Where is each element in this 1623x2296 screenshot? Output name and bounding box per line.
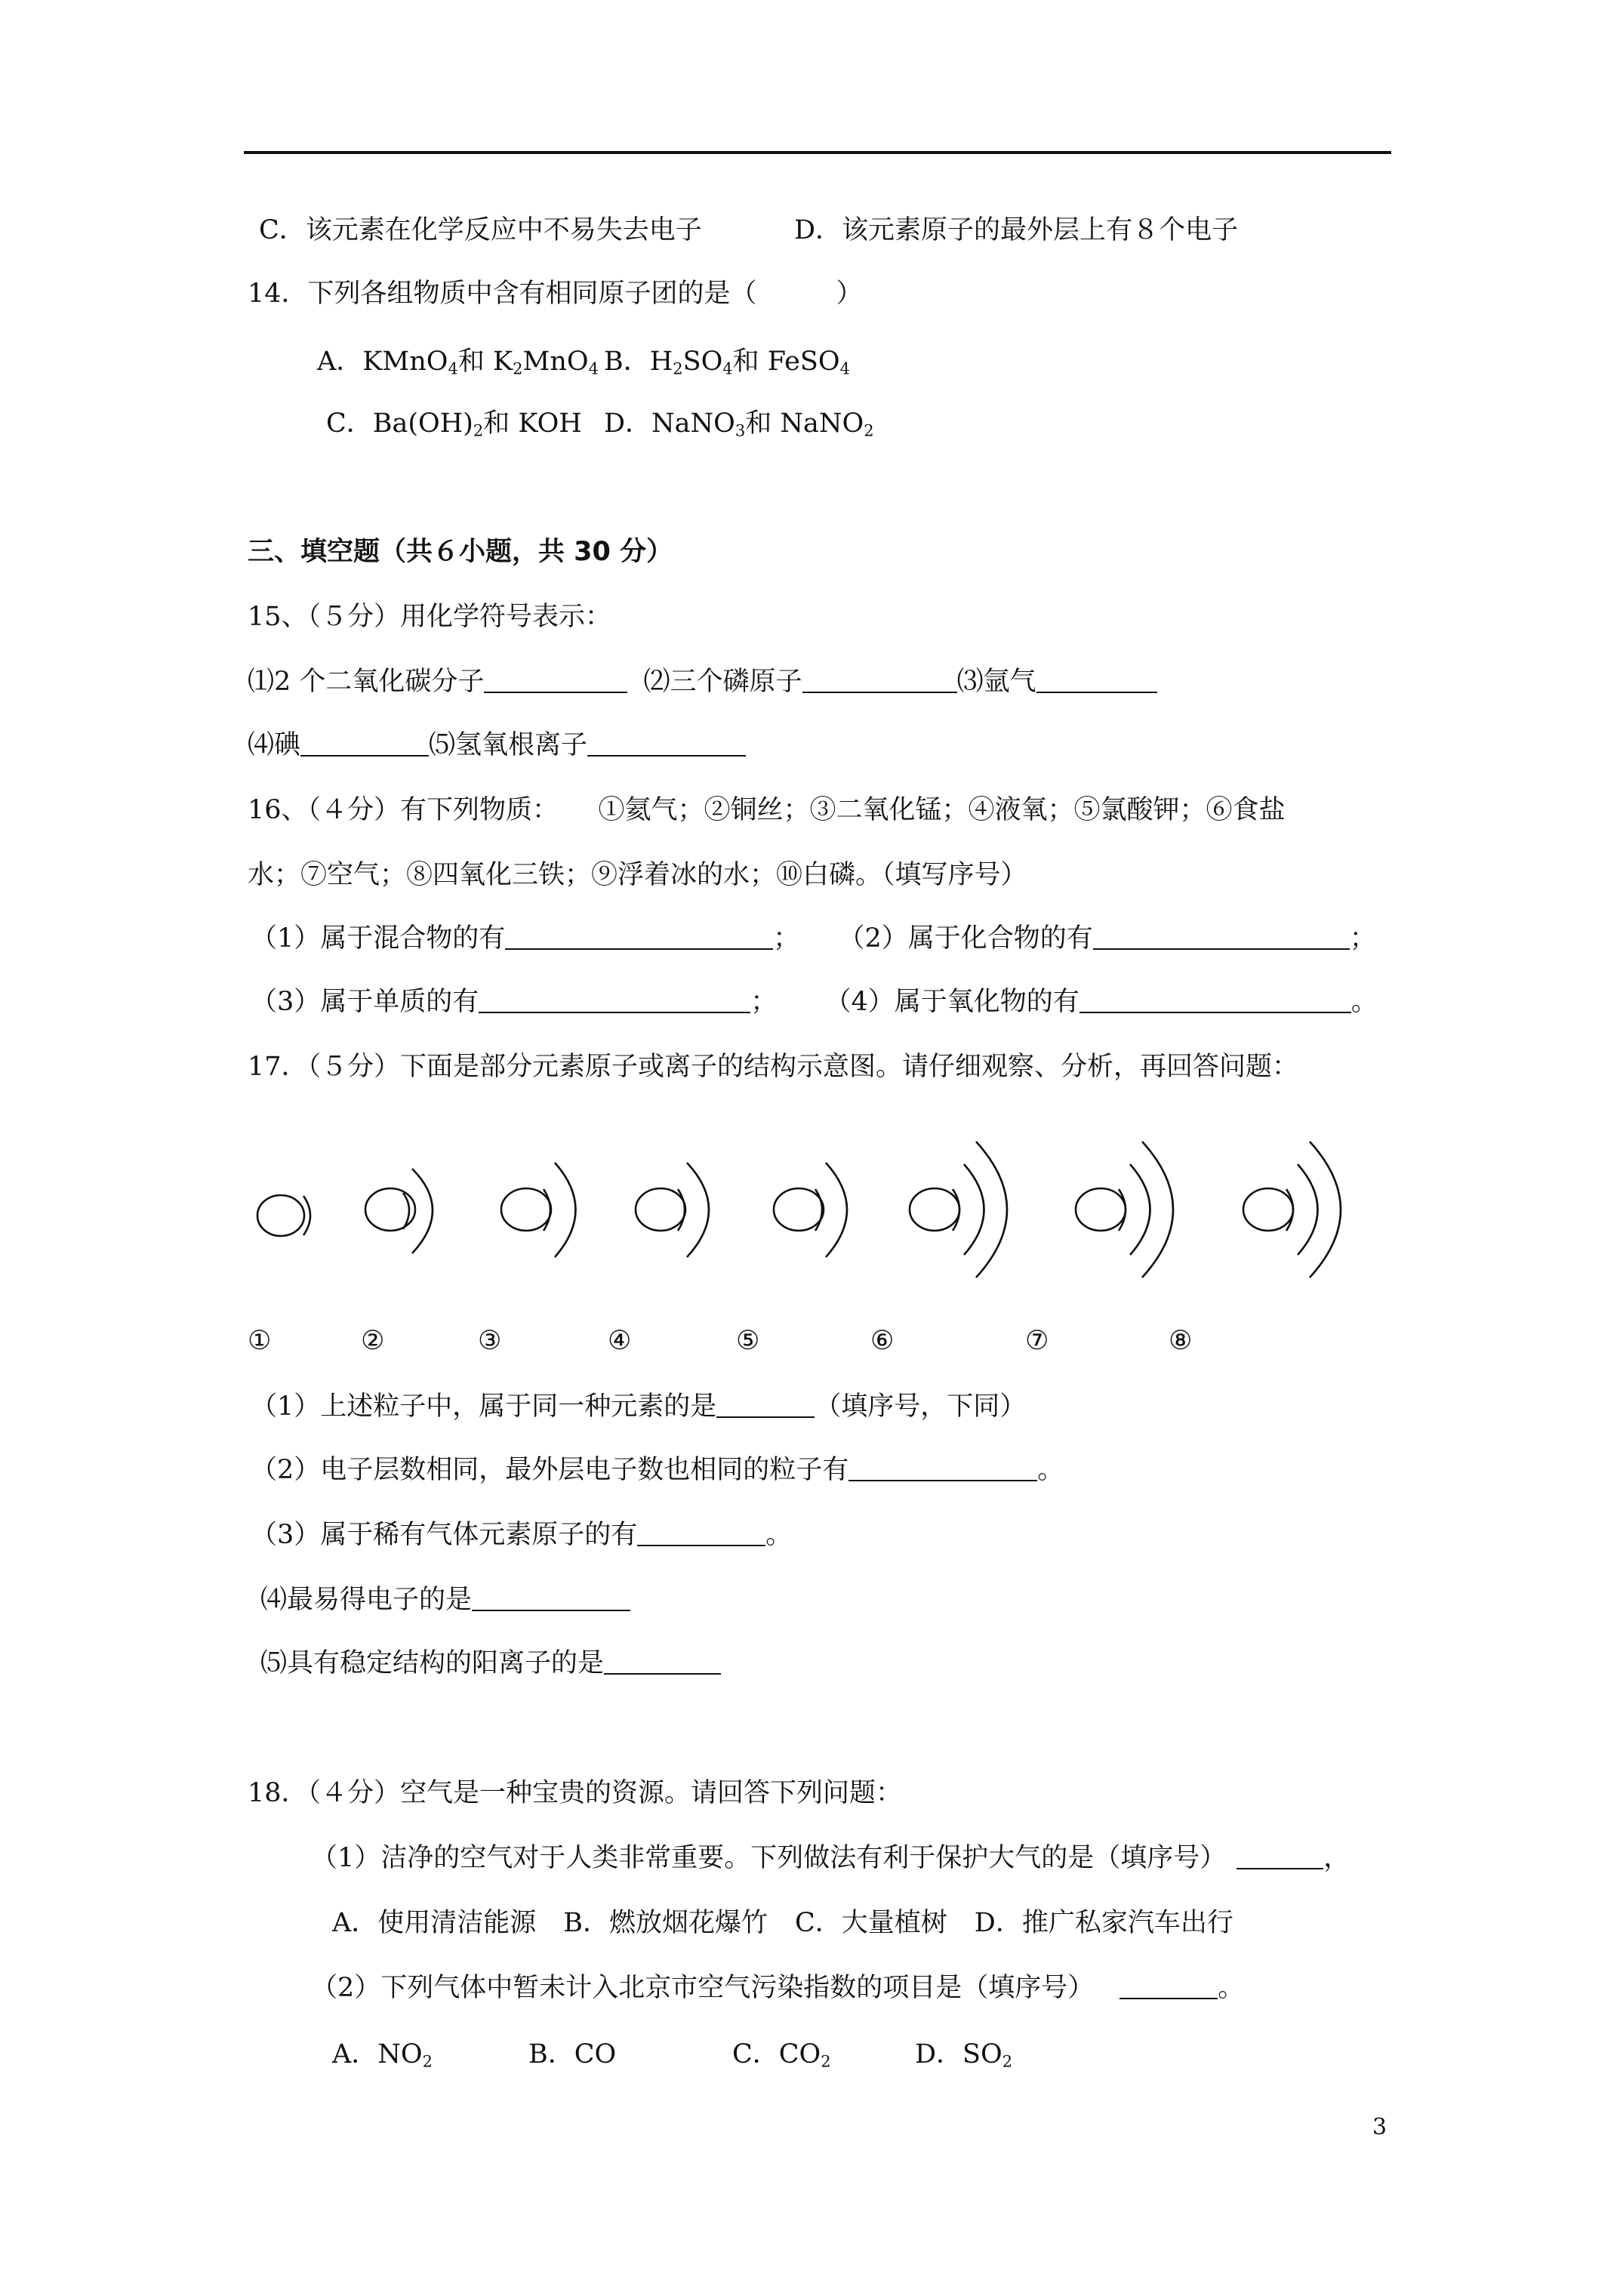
q18-part-2: （2）下列气体中暂未计入北京市空气污染指数的项目是（填序号） 。	[311, 1973, 1245, 2003]
q18-option-a: A．$NO_2$	[332, 2039, 433, 2071]
q14-option-c: C．$Ba(OH)_2$和 KOH	[326, 408, 582, 440]
atom-diagram-3	[501, 1163, 576, 1257]
q18-option-d: D．$SO_2$	[915, 2039, 1013, 2071]
atom-label-3: ③	[478, 1326, 502, 1356]
q15-row1: ⑴2 个二氧化碳分子 ⑵三个磷原子 ⑶氩气	[248, 666, 1157, 698]
q17-blank-2[interactable]	[848, 1454, 1037, 1481]
atom-label-8: ⑧	[1169, 1326, 1193, 1356]
q16-row1: （1）属于混合物的有 ； （2）属于化合物的有 ；	[251, 923, 1376, 954]
q18-blank-2[interactable]	[1119, 1972, 1218, 1999]
q14-option-a: A．KMnO$_4$和 $K_2MnO_4$	[317, 347, 599, 378]
atom-diagram-2	[365, 1169, 433, 1253]
q13-option-c: C．该元素在化学反应中不易失去电子	[259, 215, 702, 245]
q16-stem-line1: 16、（４分）有下列物质： ①氦气；②铜丝；③二氧化锰；④液氧；⑤氯酸钾；⑥食盐	[248, 795, 1286, 825]
atom-diagram-5	[774, 1163, 847, 1257]
atom-label-4: ④	[608, 1326, 632, 1356]
q17-stem: 17．（５分）下面是部分元素原子或离子的结构示意图。请仔细观察、分析，再回答问题：	[248, 1052, 1299, 1082]
q17-part-5: ⑸具有稳定结构的阳离子的是	[260, 1647, 721, 1679]
q17-part-4: ⑷最易得电子的是	[260, 1584, 630, 1616]
q14-stem: 14．下列各组物质中含有相同原子团的是（ ）	[248, 279, 863, 309]
q18-blank-1[interactable]	[1236, 1842, 1323, 1869]
q14-option-b: B．$H_2SO_4$和 FeSO$_4$	[604, 347, 850, 378]
atom-diagram-7	[1076, 1142, 1173, 1277]
atom-diagram-1	[257, 1195, 310, 1236]
q17-blank-1[interactable]	[716, 1391, 815, 1417]
section-3-heading: 三、填空题（共６小题，共 30 分）	[248, 537, 673, 567]
q15-stem: 15、（５分）用化学符号表示：	[248, 602, 612, 632]
q16-stem-line2: 水；⑦空气；⑧四氧化三铁；⑨浮着冰的水；⑩白磷。（填写序号）	[248, 860, 1027, 890]
atom-label-1: ①	[248, 1326, 272, 1356]
q18-option-c: C．$CO_2$	[732, 2039, 831, 2071]
q17-part-2: （2）电子层数相同，最外层电子数也相同的粒子有 。	[251, 1455, 1064, 1485]
q18-part-1-options: A．使用清洁能源 B．燃放烟花爆竹 C．大量植树 D．推广私家汽车出行	[332, 1908, 1233, 1938]
q14-option-d: D．NaNO$_3$和 NaNO$_2$	[604, 408, 874, 440]
q17-blank-3[interactable]	[637, 1519, 765, 1546]
atom-diagram-8	[1243, 1142, 1341, 1277]
q15-row2: ⑷碘 ⑸氢氧根离子	[248, 729, 746, 761]
q16-row2: （3）属于单质的有 ； （4）属于氧化物的有 。	[251, 987, 1378, 1017]
atom-label-6: ⑥	[870, 1326, 895, 1356]
atom-label-2: ②	[361, 1326, 385, 1356]
q18-option-b: B．CO	[528, 2039, 617, 2069]
q17-blank-5[interactable]	[604, 1647, 721, 1674]
atom-diagram-4	[636, 1163, 709, 1257]
q17-blank-4[interactable]	[472, 1584, 630, 1610]
atom-diagram-6	[910, 1142, 1007, 1277]
q13-option-d: D．该元素原子的最外层上有８个电子	[794, 215, 1239, 245]
q18-stem: 18．（４分）空气是一种宝贵的资源。请回答下列问题：	[248, 1778, 903, 1808]
atom-label-5: ⑤	[736, 1326, 760, 1356]
page-number: 3	[1372, 2114, 1387, 2140]
q18-part-1: （1）洁净的空气对于人类非常重要。下列做法有利于保护大气的是（填序号） ，	[311, 1843, 1350, 1873]
atom-label-7: ⑦	[1025, 1326, 1049, 1356]
q17-part-3: （3）属于稀有气体元素原子的有 。	[251, 1520, 793, 1550]
q17-part-1: （1）上述粒子中，属于同一种元素的是 （填序号，下同）	[251, 1391, 1027, 1422]
